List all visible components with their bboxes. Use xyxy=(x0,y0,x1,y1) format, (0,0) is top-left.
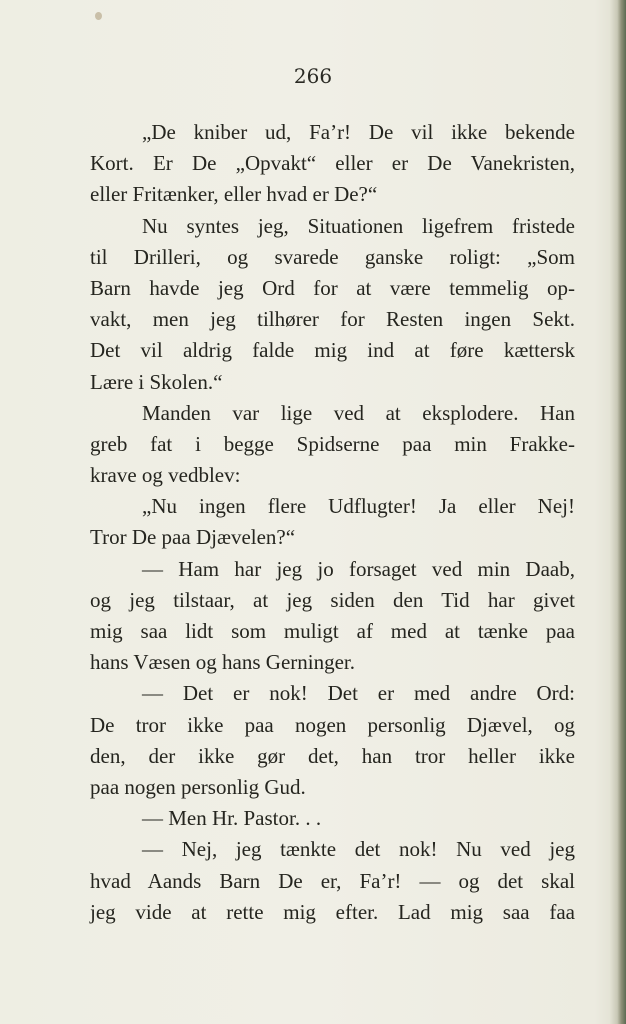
text-line: paa nogen personlig Gud. xyxy=(90,774,306,799)
text-line: „De kniber ud, Fa’r! De vil ikke bekende xyxy=(142,120,575,144)
text-line: hvad Aands Barn De er, Fa’r! — og det skal xyxy=(90,868,575,893)
text-line: den, der ikke gør det, han tror heller ikke xyxy=(90,743,575,768)
text-line: hans Væsen og hans Gerninger. xyxy=(90,650,355,675)
text-line: krave og vedblev: xyxy=(90,463,241,488)
text-line: mig saa lidt som muligt af med at tænke paa xyxy=(90,619,575,643)
text-line: greb fat i begge Spidserne paa min Frakke- xyxy=(90,431,575,456)
text-line: De tror ikke paa nogen personlig Djævel, og xyxy=(90,712,575,737)
body-text xyxy=(90,117,575,928)
text-line: — Men Hr. Pastor. . . xyxy=(142,806,322,831)
text-line: Nu syntes jeg, Situationen ligefrem fristede xyxy=(142,213,575,238)
text-line: Lære i Skolen.“ xyxy=(90,369,223,394)
text-line: Det vil aldrig falde mig ind at føre kættersk xyxy=(90,338,575,363)
text-line: Tror De paa Djævelen?“ xyxy=(90,525,296,550)
text-line: Kort. Er De „Opvakt“ eller er De Vanekristen, xyxy=(90,151,575,176)
text-line: — Nej, jeg tænkte det nok! Nu ved jeg xyxy=(142,837,575,862)
text-line: — Det er nok! Det er med andre Ord: xyxy=(142,681,575,706)
text-line: til Drilleri, og svarede ganske roligt: „Som xyxy=(90,244,575,269)
text-line: „Nu ingen flere Udflugter! Ja eller Nej! xyxy=(142,494,575,519)
paper-speck xyxy=(95,12,102,20)
text-line: — Ham har jeg jo forsaget ved min Daab, xyxy=(142,556,575,581)
text-line: eller Fritænker, eller hvad er De?“ xyxy=(90,182,378,207)
text-line: vakt, men jeg tilhører for Resten ingen Sekt. xyxy=(90,307,575,332)
text-line: jeg vide at rette mig efter. Lad mig saa faa xyxy=(90,899,575,924)
page-number: 266 xyxy=(293,64,333,88)
text-line: og jeg tilstaar, at jeg siden den Tid har givet xyxy=(90,587,575,612)
text-line: Barn havde jeg Ord for at være temmelig op- xyxy=(90,275,575,300)
page-edge xyxy=(610,0,626,1024)
text-line: Manden var lige ved at eksplodere. Han xyxy=(142,400,575,425)
